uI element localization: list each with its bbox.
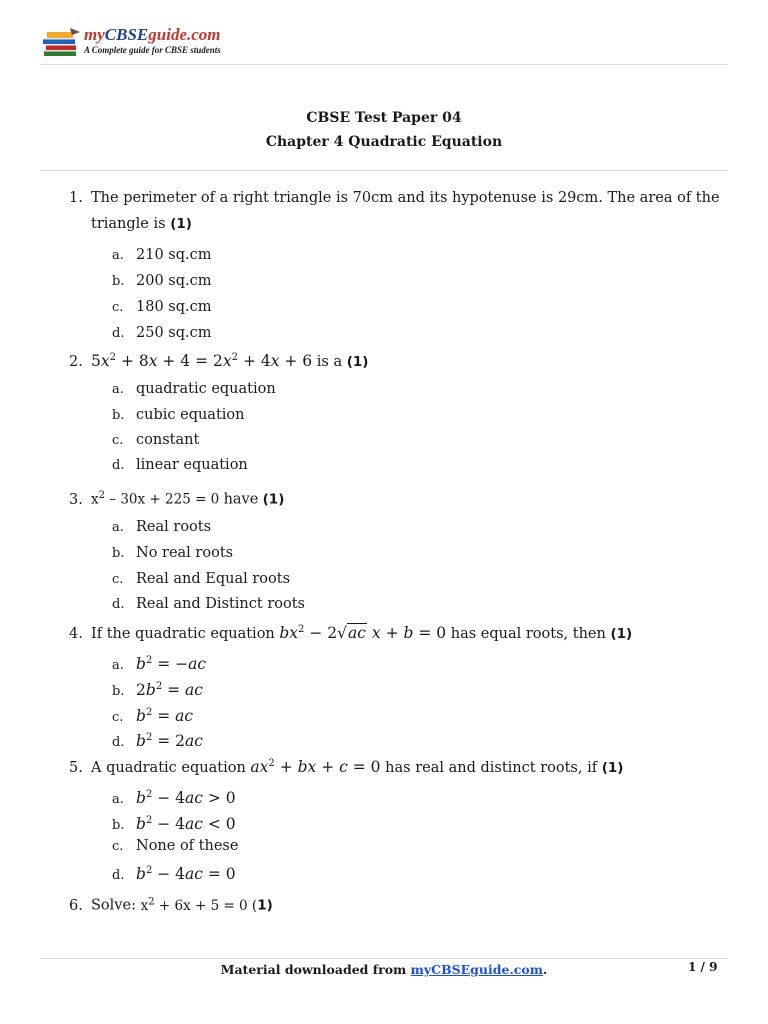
site-logo xyxy=(40,26,250,60)
footer-note: Material downloaded from myCBSEguide.com. xyxy=(220,962,548,977)
option-3c: c. Real and Equal roots xyxy=(112,571,291,587)
option-3d: d. Real and Distinct roots xyxy=(112,596,305,612)
option-1a: a. 210 sq.cm xyxy=(112,247,212,263)
question-marks: (1) xyxy=(610,626,633,643)
option-2a: a. quadratic equation xyxy=(112,381,276,397)
question-marks: (1) xyxy=(170,216,192,232)
option-2d: d. linear equation xyxy=(112,457,248,473)
title-divider xyxy=(40,170,728,171)
question-2: 2. $5x^2 + 8x + 4 = 2x^2 + 4x + 6$ is a (1) xyxy=(69,345,729,375)
option-4c: c. $b^2$ = ac xyxy=(112,707,194,726)
question-number: 3. xyxy=(69,491,83,508)
option-4d: d. $b^2 = 2ac$ xyxy=(112,732,203,751)
question-4: 4. If the quadratic equation $bx^2 - 2√ac$ x + b = 0 has equal roots, then (1) xyxy=(69,617,729,647)
question-number: 1. xyxy=(69,190,83,206)
question-number: 4. xyxy=(69,626,83,643)
option-3b: b. No real roots xyxy=(112,545,234,561)
question-marks: (1) xyxy=(262,491,285,508)
question-text: The perimeter of a right triangle is 70cm and its hypotenuse is 29cm. The area of the xyxy=(91,190,720,206)
footer-link[interactable]: myCBSEguide.com xyxy=(410,962,543,977)
option-2b: b. cubic equation xyxy=(112,407,245,423)
books-icon xyxy=(40,26,82,58)
question-5: 5. A quadratic equation $ax^2$ + bx + c = 0 has real and distinct roots, if (1) xyxy=(69,751,729,781)
option-1c: c. 180 sq.cm xyxy=(112,299,212,315)
question-3: 3. $x^2 - 30x + 225 = 0$ have (1) xyxy=(69,483,729,513)
option-5b: b. $b^2 - 4ac < 0$ xyxy=(112,815,236,834)
option-5a: a. $b^2 - 4ac > 0$ xyxy=(112,789,236,808)
option-4a: a. $b^2 = -ac$ xyxy=(112,655,207,674)
question-number: 5. xyxy=(69,760,83,777)
equation: $ax^2$ + bx + c = 0 xyxy=(250,758,381,777)
equation: $5x^2 + 8x + 4 = 2x^2 + 4x + 6$ xyxy=(91,352,313,371)
option-4b: b. $2b^2$ = ac xyxy=(112,681,203,700)
option-1b: b. 200 sq.cm xyxy=(112,273,212,289)
option-5c: c. None of these xyxy=(112,838,239,854)
question-6: 6. Solve: $x^2 + 6x + 5 = 0$ (1) xyxy=(69,889,729,919)
question-marks: 1) xyxy=(257,897,273,914)
question-number: 2. xyxy=(69,354,83,371)
question-1 xyxy=(69,185,729,237)
logo-tagline: A Complete guide for CBSE students xyxy=(84,45,221,55)
question-marks: (1) xyxy=(346,354,369,371)
logo-wordmark: myCBSEguide.com xyxy=(84,25,221,44)
question-text: triangle is xyxy=(91,216,166,232)
option-2c: c. constant xyxy=(112,432,200,448)
page-number: 1 / 9 xyxy=(688,960,718,974)
option-1d: d. 250 sq.cm xyxy=(112,325,212,341)
paper-title: CBSE Test Paper 04 xyxy=(306,110,462,126)
header-divider xyxy=(40,64,728,65)
equation: $bx^2 - 2√ac$ x + b = 0 xyxy=(279,624,447,643)
option-3a: a. Real roots xyxy=(112,519,212,535)
question-marks: (1) xyxy=(601,760,624,777)
question-number: 6. xyxy=(69,897,83,914)
paper-subtitle: Chapter 4 Quadratic Equation xyxy=(265,134,503,150)
option-5d: d. $b^2 - 4ac = 0$ xyxy=(112,865,236,884)
footer-divider xyxy=(40,958,728,959)
